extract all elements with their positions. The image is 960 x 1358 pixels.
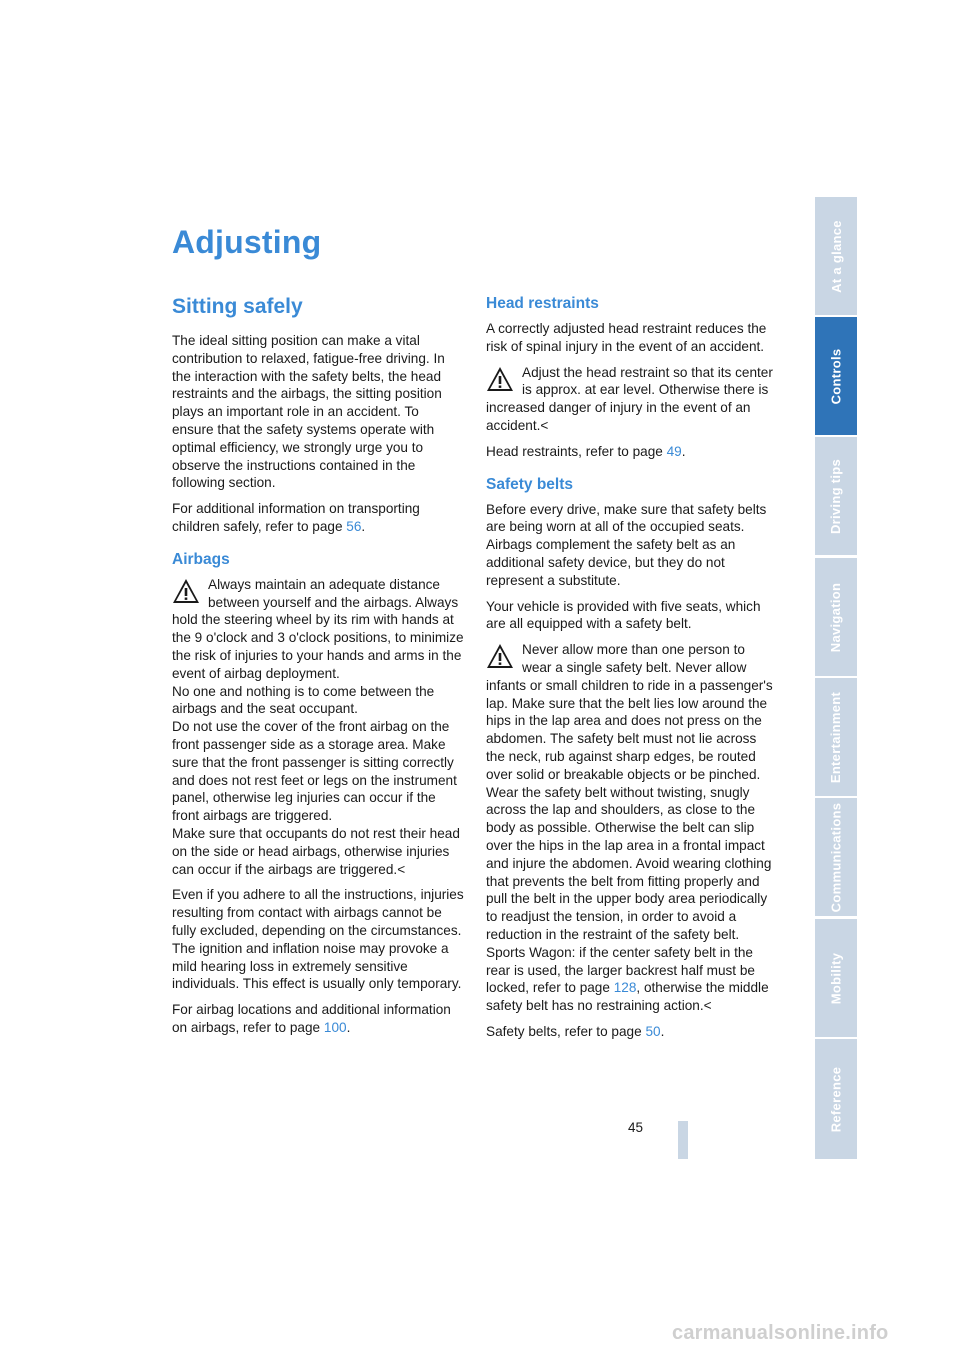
tab-label: Entertainment (828, 691, 844, 783)
intro-paragraph: The ideal sitting position can make a vital contribution to relaxed, fatigue-free driving. In the interaction with the safety belts, the head restraints and the airbags, the sitting position plays an important role in an accident. To ensure that the safety systems operate with optimal efficiency, we strongly urge you to observe the instructions contained in the following section. (172, 333, 445, 491)
head-restraints-warning-text: Adjust the head restraint so that its center is approx. at ear level. Otherwise there is increased danger of injury in the event of an accident. (486, 364, 773, 433)
period: . (681, 443, 686, 459)
safety-belts-ref-text: Safety belts, refer to page (486, 1023, 646, 1039)
period: . (346, 1019, 351, 1035)
airbags-ref-text: For airbag locations and additional information on airbags, refer to page (172, 1002, 451, 1035)
tab-label: Communications (828, 802, 844, 912)
page-link-50[interactable]: 50 (645, 1023, 661, 1039)
period: . (361, 518, 366, 534)
warning-triangle-icon (486, 366, 514, 392)
safety-belts-ref (486, 1023, 778, 1041)
heading-safety-belts: Safety belts (486, 475, 574, 493)
airbags-warning-3: Do not use the cover of the front airbag on the front passenger side as a storage area. Make sure that the front passenger is sitting correctly and does not rest feet or legs on the instrument panel, otherwise leg injuries can occur if the front airbags are triggered. (172, 719, 457, 824)
tab-label: Driving tips (828, 458, 844, 534)
safety-belts-paragraph-1: Before every drive, make sure that safety belts are being worn at all of the occupied seats. Airbags complement the safety belt as an additional safety device, but they do not represent a substitute. (486, 501, 767, 588)
page-link-100[interactable]: 100 (323, 1019, 347, 1035)
tab-at-a-glance[interactable] (815, 197, 857, 315)
warning-triangle-icon (486, 643, 514, 669)
airbags-paragraph-1: Even if you adhere to all the instructions, injuries resulting from contact with airbags cannot be fully excluded, depending on the circumstances. The ignition and inflation noise may provoke a mild hearing loss in extremely sensitive individuals. This effect is usually only temporary. (172, 887, 464, 992)
watermark: carmanualsonline.info (672, 1322, 889, 1344)
head-restraints-paragraph: A correctly adjusted head restraint reduces the risk of spinal injury in the event of an accident. (486, 321, 767, 354)
tab-communications[interactable] (815, 798, 857, 916)
airbags-warning-1: Always maintain an adequate distance between yourself and the airbags. Always hold the steering wheel by its rim with hands at the 9 o'clock and 3 o'clock positions, to minimize the risk of injuries to your hands and arms in the event of airbag deployment. (172, 576, 464, 681)
page-number: 45 (628, 1120, 644, 1135)
tab-label: Controls (828, 348, 844, 404)
end-mark: < (703, 998, 712, 1014)
head-restraints-warning (486, 364, 778, 435)
period: . (660, 1023, 665, 1039)
tab-mobility[interactable] (815, 919, 857, 1037)
tab-label: Mobility (828, 952, 844, 1004)
end-mark: < (397, 861, 406, 877)
tab-label: Reference (828, 1066, 844, 1132)
intro-children-paragraph (172, 500, 464, 536)
safety-belts-warning (486, 641, 778, 1015)
section-title-sitting-safely: Sitting safely (172, 295, 303, 318)
heading-head-restraints: Head restraints (486, 295, 599, 312)
head-restraints-ref (486, 443, 778, 461)
intro-children-text: For additional information on transporting children safely, refer to page (172, 501, 420, 534)
tab-driving-tips[interactable] (815, 437, 857, 555)
airbags-warning-2: No one and nothing is to come between the airbags and the seat occupant. (172, 683, 435, 717)
tab-label: At a glance (828, 219, 844, 293)
left-column (172, 294, 464, 1045)
safety-belts-paragraph-2: Your vehicle is provided with five seats, which are all equipped with a safety belt. (486, 598, 761, 632)
page-title: Adjusting (172, 224, 322, 260)
page-number-bar (678, 1121, 688, 1159)
airbags-paragraph-2 (172, 1001, 464, 1037)
tab-label: Navigation (828, 582, 844, 652)
page-link-128[interactable]: 128 (613, 980, 637, 996)
tab-reference[interactable] (815, 1039, 857, 1159)
airbags-warning-4: Make sure that occupants do not rest their head on the side or head airbags, otherwise injuries can occur if the airbags are triggered. (172, 825, 460, 877)
tab-controls[interactable] (815, 317, 857, 435)
end-mark: < (540, 417, 549, 433)
warning-triangle-icon (172, 578, 200, 604)
safety-belts-warning-2-end: , otherwise the middle safety belt has no restraining action. (486, 980, 769, 1014)
tab-navigation[interactable] (815, 558, 857, 676)
safety-belts-warning-1: Never allow more than one person to wear a single safety belt. Never allow infants or small children to ride in a passenger's lap. Make sure that the belt lies low around the hips in the lap area and does not press on the abdomen. The safety belt must not lie across the neck, rub against sharp edges, be routed over solid or breakable objects or be pinched. Wear the safety belt without twisting, snugly across the lap and shoulders, as close to the body as possible. Otherwise the belt can slip over the hips in the lap area in a frontal impact and injure the abdomen. Avoid wearing clothing that prevents the belt from fitting properly and pull the belt in the upper body area periodically to readjust the tension, in order to avoid a reduction in the restraint of the safety belt. (486, 642, 773, 942)
safety-belts-warning-2-text: Sports Wagon: if the center safety belt in the rear is used, the larger backrest half must be locked, refer to page (486, 944, 755, 996)
head-restraints-ref-text: Head restraints, refer to page (486, 443, 667, 459)
heading-airbags: Airbags (172, 550, 230, 568)
tab-entertainment[interactable] (815, 678, 857, 796)
airbags-warning (172, 576, 464, 879)
right-column (486, 294, 778, 1049)
page-link-49[interactable]: 49 (666, 443, 682, 459)
page-link-56[interactable]: 56 (346, 518, 362, 534)
